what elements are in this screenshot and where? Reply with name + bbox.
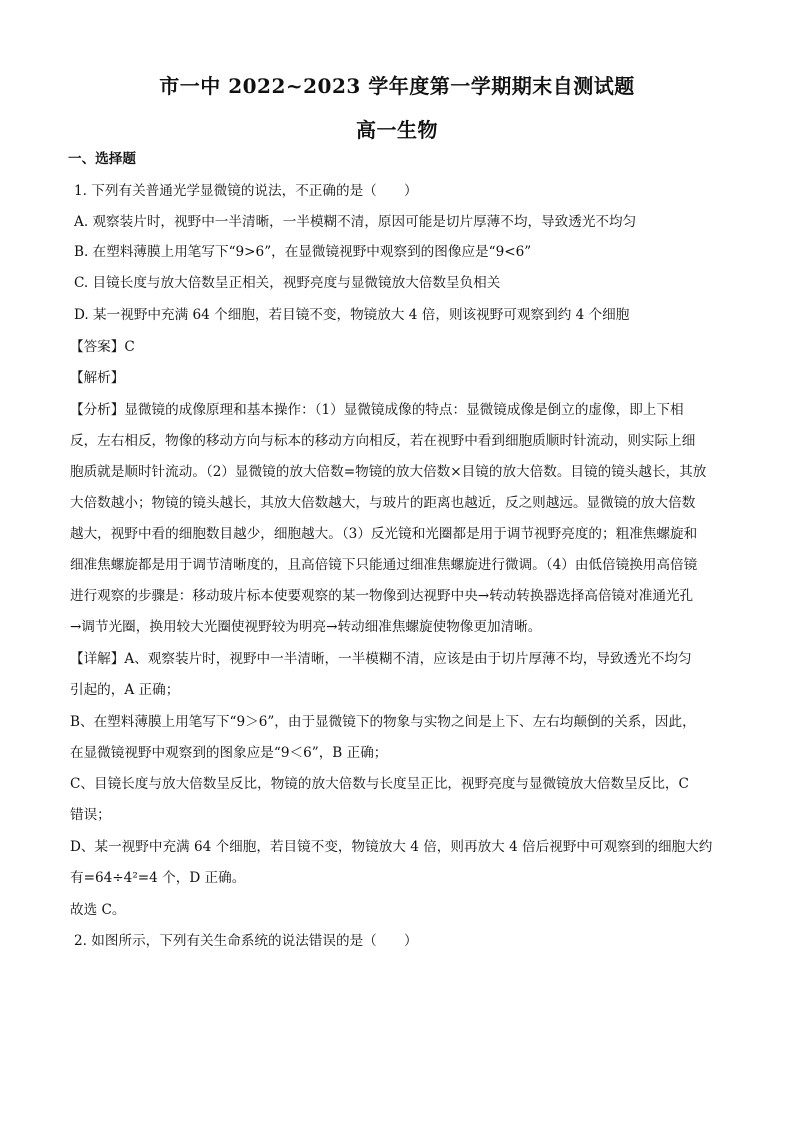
detail-line: 在显微镜视野中观察到的图象应是“9＜6”，B 正确； <box>70 745 388 761</box>
analysis-line: 反，左右相反，物像的移动方向与标本的移动方向相反，若在视野中看到细胞质顺时针流动，则实际上细 <box>70 433 696 449</box>
detail-line: 故选 C。 <box>70 902 126 918</box>
analysis-heading: 【解析】 <box>70 370 125 386</box>
analysis-line: 大倍数越小；物镜的镜头越长，其放大倍数越大，与玻片的距离也越近，反之则越远。显微镜的放大倍数 <box>70 495 696 511</box>
analysis-line: 细准焦螺旋都是用于调节清晰度的，且高倍镜下只能通过细准焦螺旋进行微调。（4）由低倍镜换用高倍镜 <box>70 557 698 573</box>
question-1-option-d: D. 某一视野中充满 64 个细胞，若目镜不变，物镜放大 4 倍，则该视野可观察到约 4 个细胞 <box>74 307 630 323</box>
analysis-line: →调节光圈，换用较大光圈使视野较为明亮→转动细准焦螺旋使物像更加清晰。 <box>70 619 542 635</box>
detail-line: 【详解】A、观察装片时，视野中一半清晰，一半模糊不清，应该是由于切片厚薄不均，导致透光不均匀 <box>70 651 692 667</box>
detail-line: C、目镜长度与放大倍数呈反比，物镜的放大倍数与长度呈正比，视野亮度与显微镜放大倍数呈反比，C <box>70 776 689 792</box>
document-subtitle: 高一生物 <box>356 118 438 142</box>
document-title: 市一中 2022~2023 学年度第一学期期末自测试题 <box>159 74 635 98</box>
analysis-line: 【分析】显微镜的成像原理和基本操作：（1）显微镜成像的特点：显微镜成像是倒立的虚像，即上下相 <box>70 402 684 418</box>
question-1-option-a: A. 观察装片时，视野中一半清晰，一半模糊不清，原因可能是切片厚薄不均，导致透光不均匀 <box>74 214 637 230</box>
question-1-option-c: C. 目镜长度与放大倍数呈正相关，视野亮度与显微镜放大倍数呈负相关 <box>74 275 501 291</box>
detail-line: D、某一视野中充满 64 个细胞，若目镜不变，物镜放大 4 倍，则再放大 4 倍后视野中可观察到的细胞大约 <box>70 839 713 855</box>
detail-line: B、在塑料薄膜上用笔写下“9＞6”，由于显微镜下的物象与实物之间是上下、左右均颠倒的关系，因此， <box>70 714 696 730</box>
detail-line: 引起的，A 正确； <box>70 682 180 698</box>
question-1-stem: 1. 下列有关普通光学显微镜的说法，不正确的是（ ） <box>74 183 418 199</box>
section-heading: 一、选择题 <box>68 151 136 167</box>
detail-line: 有=64÷4²=4 个，D 正确。 <box>70 870 246 886</box>
analysis-line: 越大，视野中看的细胞数目越少，细胞越大。（3）反光镜和光圈都是用于调节视野亮度的；粗准焦螺旋和 <box>70 526 698 542</box>
analysis-line: 胞质就是顺时针流动。（2）显微镜的放大倍数=物镜的放大倍数×目镜的放大倍数。目镜的镜头越长，其放 <box>70 464 707 480</box>
analysis-line: 进行观察的步骤是：移动玻片标本使要观察的某一物像到达视野中央→转动转换器选择高倍镜对准通光孔 <box>70 588 694 604</box>
detail-line: 错误； <box>70 807 111 823</box>
question-2-stem: 2. 如图所示，下列有关生命系统的说法错误的是（ ） <box>74 933 418 949</box>
answer-line: 【答案】C <box>70 339 135 355</box>
question-1-option-b: B. 在塑料薄膜上用笔写下“9>6”，在显微镜视野中观察到的图像应是“9<6” <box>74 244 532 260</box>
